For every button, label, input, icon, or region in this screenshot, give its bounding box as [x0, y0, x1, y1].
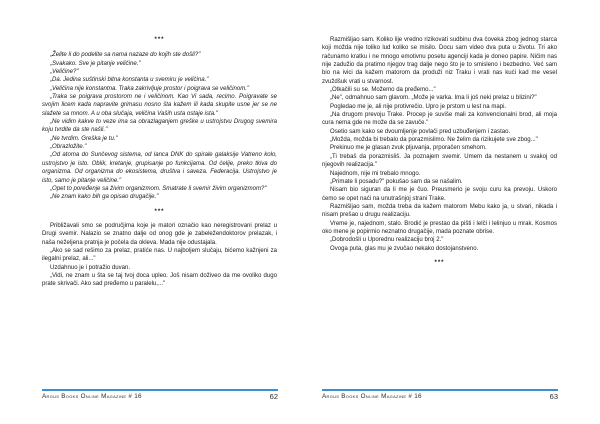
body-paragraph: „Na drugom prevoju Trake. Procep je suviše mali za konvencionalni brod, ali moja cura nema gde ne može da se zavuče." [322, 112, 557, 127]
page-number: 62 [269, 392, 278, 401]
body-paragraph: Ovoga puta, glas mu je zvučao nekako dostojanstveno. [330, 245, 479, 252]
section-separator: *** [154, 208, 165, 215]
dialogue-paragraph: „Obrazložite." [50, 144, 87, 151]
body-paragraph: Nisam bio siguran da li me je čuo. Preusmerio je svoju curu ka prevoju. Uskoro ćemo se opet naći na unutrašnjoj strani Trake. [322, 187, 557, 202]
magazine-name: Argus Books Online Magazine # 16 [42, 393, 142, 400]
body-paragraph: „Ako se sad rešimo za prelaz, pratiće nas. U najboljem slučaju, bićemo kažnjeni za ilegalni prelaz, ali..." [42, 247, 277, 263]
right-page-text [322, 36, 557, 273]
body-paragraph: „Dobrodošli u Uporednu realizaciju broj 2." [330, 237, 444, 244]
body-paragraph: Uzdahnuo je i potražio duvan. [50, 264, 131, 271]
dialogue-paragraph: „Svakako. Sve je pitanje veličine." [50, 60, 141, 67]
body-paragraph: „Otkačili su se. Možemo da pređemo..." [330, 87, 436, 94]
dialogue-paragraph: „Veličina nije konstantna. Traka zakrivljuje prostor i poigrava se veličinom." [50, 85, 250, 92]
dialogue-paragraph: „Traka se poigrava prostorom ne i veličinom. Kao Vi sada, recimo. Poigravate se svojim licem kada napravite grimasu nosno šta kažem ili kada skupite usne jer se ne slažete sa mnom. A u oba slučaja, veličina Vaših usta ostaje ista." [42, 94, 277, 117]
section-separator: *** [434, 259, 445, 266]
body-paragraph: „Vidi, ne znam u šta se taj tvoj doca upleo. Još nisam doživeo da me ovoliko dugo prate skrivači. Ako sad pređemo u paralelu,..." [42, 272, 277, 288]
dialogue-paragraph: „Želite li do podelite sa nama nazaze do kojih ste došli?" [50, 52, 201, 59]
body-paragraph: „Ne", odmahnuo sam glavom. „Može je varka. Ima li još neki prelaz u blizini?" [330, 95, 537, 102]
left-page-text [42, 36, 277, 289]
dialogue-paragraph: „Od atoma do Sunčevog sistema, od lanca DNK do spirale galaksije Vatreno kolo, ustrojstvo je isto. Oblik, kretanje, grupisanje po funkcijama. Od ćelije, preko tkiva do organizma. Od organizma do ekosistema, društva i saveza. Federacija. Ustrojstvo je isto, samo je pitanje veličine." [42, 152, 277, 184]
dialogue-paragraph: „Veličine?" [50, 69, 79, 76]
body-paragraph: „Primate li posadu?" pokušao sam da se našalim. [330, 178, 463, 185]
right-page [300, 0, 600, 424]
footer-rule [322, 389, 558, 391]
dialogue-paragraph: „Ne tvrdim. Greška je tu." [50, 135, 118, 142]
body-paragraph: Prekinuo me je glasan zvuk pljuvanja, prporačen smehom. [330, 145, 487, 152]
dialogue-paragraph: „Ne znam kako bih ga opisao drugačije." [50, 194, 159, 201]
page-number: 63 [549, 392, 558, 401]
page-footer [42, 389, 278, 403]
body-paragraph: „Možda, možda bi trebalo da porazmislimo. Ne želim da rizikujete sve zbog..." [330, 137, 538, 144]
dialogue-paragraph: „Da. Jedina suštinski bitna konstanta u svemiru je veličina." [50, 77, 209, 84]
body-paragraph: Razmišljao sam, možda treba da kažem matorom Mebu kako ja, u stvari, nikada i nisam prešao u drugu realizaciju. [322, 203, 557, 219]
body-paragraph: Vreme je, najednom, stalo. Brodić je prestao da pišti i lelči i lelinjuo u mrak. Kosmos oko mene je popirmio neznatno drugačije, mada poznate obrise. [322, 220, 557, 235]
page-footer [322, 389, 558, 403]
section-separator: *** [154, 37, 165, 43]
footer-rule [42, 389, 278, 391]
body-paragraph: Osetio sam kako se dvoumljenje povlači pred uzbuđenjem i zastao. [330, 128, 511, 135]
magazine-name: Argus Books Online Magazine # 16 [322, 393, 422, 400]
body-paragraph: Pogledao me je, ali nije protivrečio. Upro je prstom u lest na mapi. [330, 103, 507, 110]
dialogue-paragraph: „Ne vidim kakve to veze ima sa obrazlaganjem greške u ustrojstvu Drugog svemira koju tvrdite da ste našli." [42, 119, 277, 134]
dialogue-paragraph: „Opet to poređenje sa živim organizmom. Smatrate li svemir živim organizmom?" [50, 185, 267, 192]
body-paragraph: Najednom, nije mi trebalo mnogo. [330, 170, 421, 177]
body-paragraph: Razmišljao sam. Koliko lije vredno rizikovati sudbinu dva čoveka zbog jednog starca koji možda nije toliko lud koliko se misilo. Docu sam video dva puta u životu. Tri ako računamo kratku i ne mnogo emotivnu posetu agenciji kada je doneo papire. Ničim nas nije zadužio da pratimo njegov trag dalje nego što je to smisleno i bezbedno. Već sam bio na ivici da kažem matorom da produži niz Traku i vrati nas kući kad me vesel zvuždšuk vrati u stvarnost. [322, 37, 557, 85]
body-paragraph: Približavali smo se područjima koje je matori označio kao neregistrovani prelaz u Drugi svemir. Nalazio se znatno dalje od onog gde je zabeležendoktorov prelazak, i naša neželjena pratnja je počela da okleva. Mada nije odustajala. [42, 222, 277, 246]
body-paragraph: „Ti trebaš da porazmisliš. Ja poznajem svemir. Umem da nestanem u svakoj od njegovih realizacija." [322, 153, 557, 169]
